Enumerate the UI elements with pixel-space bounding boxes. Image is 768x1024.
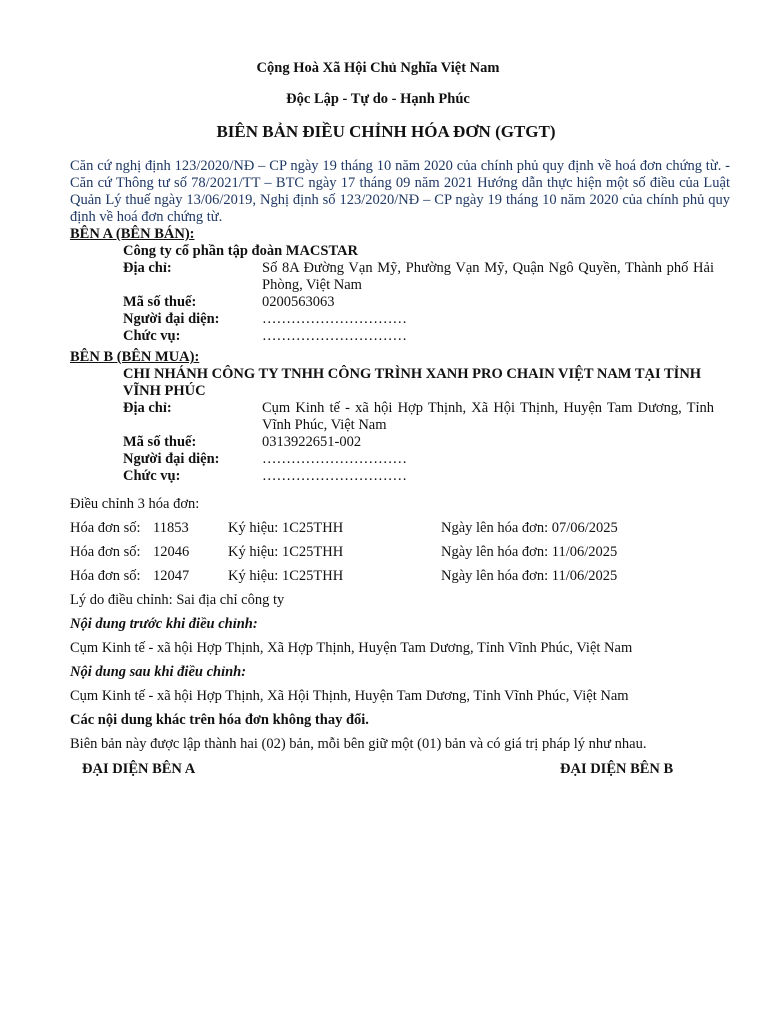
party-b-heading: BÊN B (BÊN MUA): (70, 349, 200, 365)
invoice-row (70, 516, 730, 540)
party-b-address-row (123, 400, 730, 434)
party-b-position-row (123, 468, 730, 485)
invoice-number-label: Hóa đơn số: (70, 520, 141, 536)
before-content-heading: Nội dung trước khi điều chỉnh: (70, 616, 258, 632)
field-label: Chức vụ: (123, 468, 181, 484)
field-label: Người đại diện: (123, 451, 220, 467)
signature-party-a: ĐẠI DIỆN BÊN A (82, 761, 196, 777)
unchanged-note: Các nội dung khác trên hóa đơn không thay đổi. (70, 712, 369, 728)
party-b-tax-code-row (123, 434, 730, 451)
before-content-text: Cụm Kinh tế - xã hội Hợp Thịnh, Xã Hợp Thịnh, Huyện Tam Dương, Tỉnh Vĩnh Phúc, Việt Nam (70, 640, 633, 656)
party-a-heading: BÊN A (BÊN BÁN): (70, 226, 195, 242)
party-b-representative: ………………………… (262, 451, 407, 467)
invoice-number-label: Hóa đơn số: (70, 544, 141, 560)
party-a-section (70, 226, 730, 345)
invoice-number: 11853 (153, 520, 189, 536)
field-label: Địa chỉ: (123, 400, 172, 416)
party-a-company: Công ty cổ phần tập đoàn MACSTAR (123, 243, 358, 259)
invoice-number-cell (70, 540, 228, 564)
adjustment-reason: Lý do điều chỉnh: Sai địa chỉ công ty (70, 592, 285, 608)
party-a-address-row (123, 260, 730, 294)
invoice-number: 12047 (153, 568, 190, 584)
party-b-position: ………………………… (262, 468, 407, 484)
national-title: Cộng Hoà Xã Hội Chủ Nghĩa Việt Nam (256, 60, 500, 76)
after-content-text: Cụm Kinh tế - xã hội Hợp Thịnh, Xã Hội Thịnh, Huyện Tam Dương, Tỉnh Vĩnh Phúc, Việt Nam (70, 688, 629, 704)
party-a-representative-row (123, 311, 730, 328)
invoice-number: 12046 (153, 544, 190, 560)
party-b-company: CHI NHÁNH CÔNG TY TNHH CÔNG TRÌNH XANH PRO CHAIN VIỆT NAM TẠI TỈNH VĨNH PHÚC (123, 366, 702, 399)
invoice-symbol: Ký hiệu: 1C25THH (228, 544, 344, 560)
invoice-row (70, 564, 730, 588)
signature-party-b: ĐẠI DIỆN BÊN B (560, 761, 674, 777)
field-label: Mã số thuế: (123, 294, 197, 310)
invoice-symbol: Ký hiệu: 1C25THH (228, 520, 344, 536)
party-a-tax-code: 0200563063 (262, 294, 335, 310)
invoice-date: Ngày lên hóa đơn: 07/06/2025 (441, 520, 618, 536)
field-label: Mã số thuế: (123, 434, 197, 450)
party-a-position: ………………………… (262, 328, 407, 344)
party-b-tax-code: 0313922651-002 (262, 434, 362, 450)
document-title: BIÊN BẢN ĐIỀU CHỈNH HÓA ĐƠN (GTGT) (216, 122, 556, 141)
party-a-representative: ………………………… (262, 311, 407, 327)
party-b-representative-row (123, 451, 730, 468)
party-a-address: Số 8A Đường Vạn Mỹ, Phường Vạn Mỹ, Quận Ngô Quyền, Thành phố Hải Phòng, Việt Nam (262, 260, 714, 293)
invoice-row (70, 540, 730, 564)
copies-note: Biên bản này được lập thành hai (02) bản, mỗi bên giữ một (01) bản và có giá trị pháp lý như nhau. (70, 736, 647, 752)
adjustment-section (70, 492, 730, 756)
party-a-tax-code-row (123, 294, 730, 311)
field-label: Người đại diện: (123, 311, 220, 327)
party-b-section (70, 349, 730, 485)
party-a-position-row (123, 328, 730, 345)
national-motto: Độc Lập - Tự do - Hạnh Phúc (286, 91, 470, 107)
invoice-date: Ngày lên hóa đơn: 11/06/2025 (441, 544, 618, 560)
invoice-number-label: Hóa đơn số: (70, 568, 141, 584)
legal-basis: Căn cứ nghị định 123/2020/NĐ – CP ngày 19 tháng 10 năm 2020 của chính phủ quy định về hoá đơn chứng từ. - Căn cứ Thông tư số 78/2021/TT – BTC ngày 17 tháng 09 năm 2021 Hướng dẫn thực hiện một số điều của Luật Quản Lý thuế ngày 13/06/2019, Nghị định số 123/2020/NĐ – CP ngày 19 tháng 10 năm 2020 của chính phủ quy định về hoá đơn chứng từ. (70, 158, 730, 225)
invoice-symbol: Ký hiệu: 1C25THH (228, 568, 344, 584)
field-label: Chức vụ: (123, 328, 181, 344)
after-content-heading: Nội dung sau khi điều chỉnh: (70, 664, 247, 680)
adjustment-intro: Điều chỉnh 3 hóa đơn: (70, 496, 200, 512)
invoice-date: Ngày lên hóa đơn: 11/06/2025 (441, 568, 618, 584)
invoice-number-cell (70, 516, 228, 540)
party-b-address: Cụm Kinh tế - xã hội Hợp Thịnh, Xã Hội Thịnh, Huyện Tam Dương, Tỉnh Vĩnh Phúc, Việt Nam (262, 400, 714, 433)
field-label: Địa chỉ: (123, 260, 172, 276)
invoice-number-cell (70, 564, 228, 588)
